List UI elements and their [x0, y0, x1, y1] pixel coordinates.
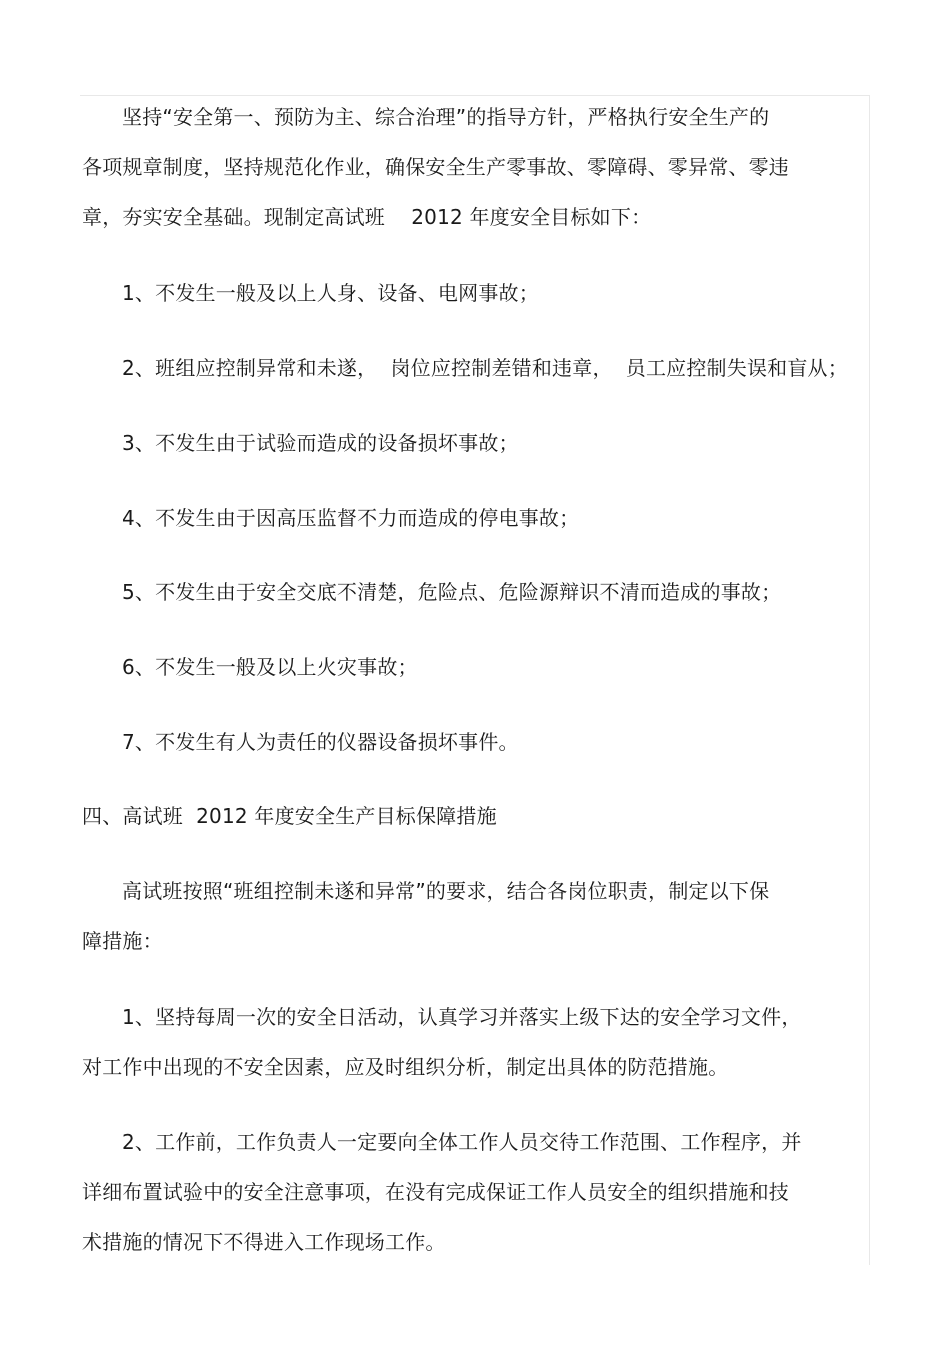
- goal-item-5: 5、不发生由于安全交底不清楚，危险点、危险源辩识不清而造成的事故；: [122, 580, 782, 604]
- section-heading: 四、高试班 2012 年度安全生产目标保障措施: [82, 804, 497, 828]
- section-intro-line-2: 障措施：: [82, 929, 163, 953]
- goal-item-3: 3、不发生由于试验而造成的设备损坏事故；: [122, 431, 519, 455]
- section-intro-line-1: 高试班按照“班组控制未遂和异常”的要求，结合各岗位职责，制定以下保: [122, 879, 770, 903]
- measure-1-line-1: 1、坚持每周一次的安全日活动，认真学习并落实上级下达的安全学习文件，: [122, 1005, 802, 1029]
- goal-item-7: 7、不发生有人为责任的仪器设备损坏事件。: [122, 730, 519, 754]
- measure-1-line-2: 对工作中出现的不安全因素，应及时组织分析，制定出具体的防范措施。: [82, 1055, 729, 1079]
- measure-2-line-2: 详细布置试验中的安全注意事项，在没有完成保证工作人员安全的组织措施和技: [82, 1180, 789, 1204]
- intro-line-3: 章，夯实安全基础。现制定高试班 2012 年度安全目标如下：: [82, 205, 652, 229]
- page-frame: [80, 95, 870, 1265]
- intro-line-1: 坚持“安全第一、预防为主、综合治理”的指导方针，严格执行安全生产的: [122, 105, 770, 129]
- measure-2-line-1: 2、工作前，工作负责人一定要向全体工作人员交待工作范围、工作程序，并: [122, 1130, 802, 1154]
- goal-item-1: 1、不发生一般及以上人身、设备、电网事故；: [122, 281, 539, 305]
- goal-item-2: 2、班组应控制异常和未遂， 岗位应控制差错和违章， 员工应控制失误和盲从；: [122, 356, 848, 380]
- goal-item-4: 4、不发生由于因高压监督不力而造成的停电事故；: [122, 506, 580, 530]
- goal-item-6: 6、不发生一般及以上火灾事故；: [122, 655, 418, 679]
- intro-line-2: 各项规章制度，坚持规范化作业，确保安全生产零事故、零障碍、零异常、零违: [82, 155, 789, 179]
- measure-2-line-3: 术措施的情况下不得进入工作现场工作。: [82, 1230, 446, 1254]
